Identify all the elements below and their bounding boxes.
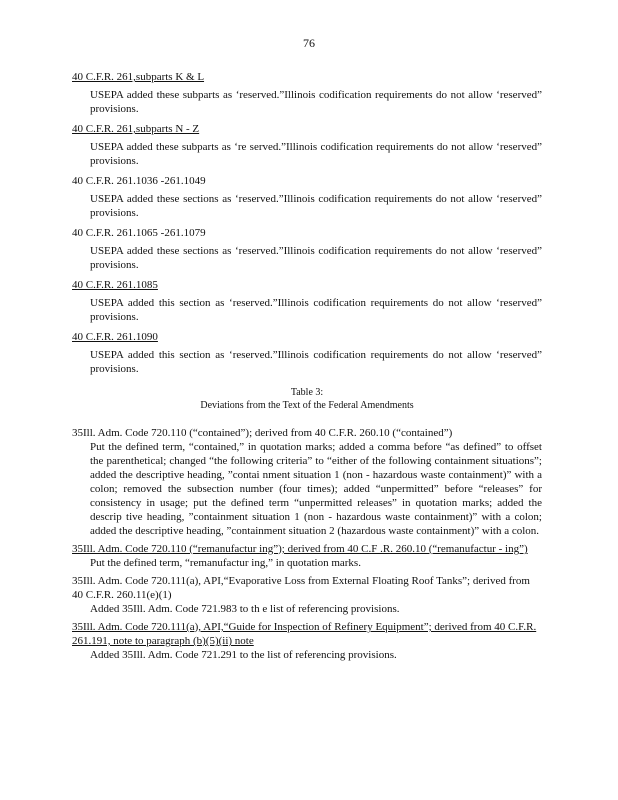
section-heading: 40 C.F.R. 261,subparts K & L <box>72 71 205 83</box>
deviation-body: Added 35Ill. Adm. Code 721.983 to th e list of referencing provisions. <box>90 603 400 615</box>
section <box>72 330 542 376</box>
section-body: USEPA added these sections as ‘reserved.”Illinois codification requirements do not allow ‘reserved” provisions. <box>90 193 542 219</box>
section-body: USEPA added this section as ‘reserved.”Illinois codification requirements do not allow ‘reserved” provisions. <box>90 297 542 323</box>
section <box>72 122 542 168</box>
document-body <box>72 70 542 666</box>
section <box>72 278 542 324</box>
deviation-heading: 35Ill. Adm. Code 720.111(a), API,“Evaporative Loss from External Floating Roof Tanks”; derived from 40 C.F.R. 260.11(e)(1) <box>72 575 530 601</box>
deviation-entry <box>72 426 542 538</box>
page-number: 76 <box>303 36 315 50</box>
section-heading: 40 C.F.R. 261,subparts N - Z <box>72 123 200 135</box>
section-body: USEPA added these sections as ‘reserved.”Illinois codification requirements do not allow ‘reserved” provisions. <box>90 245 542 271</box>
section <box>72 226 542 272</box>
table-title: Deviations from the Text of the Federal Amendments <box>200 400 414 411</box>
deviation-body: Put the defined term, “remanufactur ing,” in quotation marks. <box>90 557 361 569</box>
section-heading: 40 C.F.R. 261.1085 <box>72 279 158 291</box>
deviation-entry <box>72 574 542 616</box>
section-heading: 40 C.F.R. 261.1090 <box>72 331 158 343</box>
deviation-body: Added 35Ill. Adm. Code 721.291 to the list of referencing provisions. <box>90 649 397 661</box>
section <box>72 174 542 220</box>
section-heading: 40 C.F.R. 261.1036 -261.1049 <box>72 175 206 187</box>
table-label: Table 3: <box>290 387 324 398</box>
table-caption <box>72 386 542 412</box>
section-body: USEPA added this section as ‘reserved.”Illinois codification requirements do not allow ‘reserved” provisions. <box>90 349 542 375</box>
section-body: USEPA added these subparts as ‘re served.”Illinois codification requirements do not allow ‘reserved” provisions. <box>90 141 542 167</box>
deviation-body: Put the defined term, “contained,” in quotation marks; added a comma before “as defined” to offset the parenthetical; changed “the following criteria” to “either of the following containment situations”; added the descriptive heading, ”contai nment situation 1 (non - hazardous waste containment)” with a colon; removed the subsection number (four times); added “unpermitted” before “releases” for consistency in usage; put the defined term “unpermitted releases” in quotation marks; added the descrip tive heading, ”containment situation 1 (non - hazardous waste containment)” with a colon; added the descriptive heading, ”containment situation 2 (hazardous waste containment)” with a colon. <box>90 441 542 537</box>
deviation-heading: 35Ill. Adm. Code 720.110 (“remanufactur ing”); derived from 40 C.F .R. 260.10 (“remanufactur - ing”) <box>72 543 528 555</box>
section-heading: 40 C.F.R. 261.1065 -261.1079 <box>72 227 206 239</box>
section <box>72 70 542 116</box>
deviation-heading: 35Ill. Adm. Code 720.111(a), API,“Guide for Inspection of Refinery Equipment”; derived from 40 C.F.R. 261.191, note to paragraph (b)(5)(ii) note <box>72 621 537 647</box>
deviation-heading: 35Ill. Adm. Code 720.110 (“contained”); derived from 40 C.F.R. 260.10 (“contained”) <box>72 427 453 439</box>
deviation-entry <box>72 620 542 662</box>
deviation-entry <box>72 542 542 570</box>
section-body: USEPA added these subparts as ‘reserved.”Illinois codification requirements do not allow ‘reserved” provisions. <box>90 89 542 115</box>
